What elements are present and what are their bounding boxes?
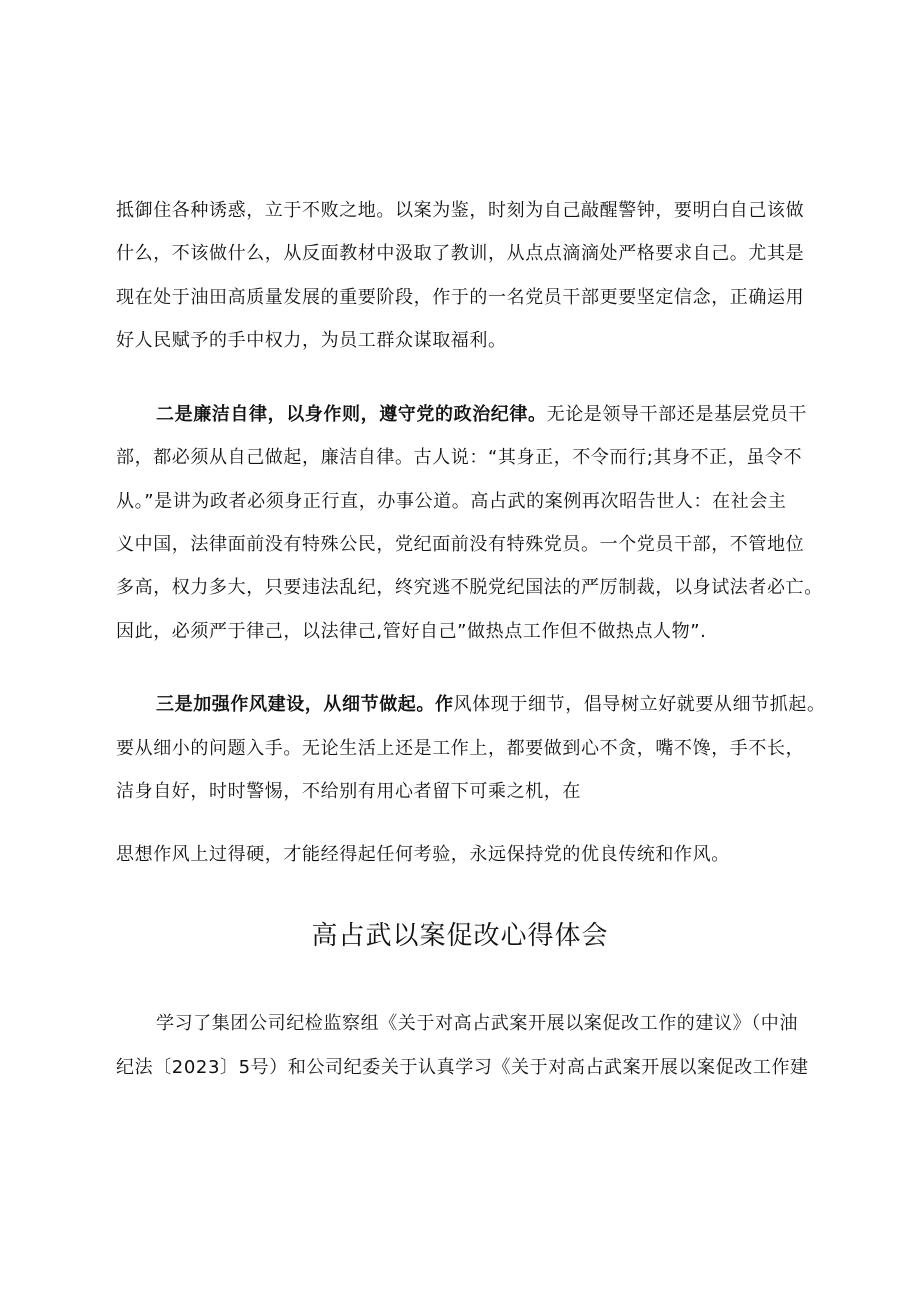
paragraph-4-line-1: 学习了集团公司纪检监察组《关于对高占武案开展以案促改工作的建议》（中油 bbox=[156, 1013, 798, 1034]
paragraph-3-line-1 bbox=[156, 693, 826, 717]
section-title: 高占武以案促改心得体会 bbox=[311, 921, 609, 951]
paragraph-1-line-2: 什么，不该做什么，从反面教材中汲取了教训，从点点滴滴处严格要求自己。尤其是 bbox=[116, 243, 805, 264]
paragraph-1-line-3: 现在处于油田高质量发展的重要阶段，作于的一名党员干部更要坚定信念，正确运用 bbox=[116, 287, 805, 308]
paragraph-3-line-2: 要从细小的问题入手。无论生活上还是工作上，都要做到心不贪，嘴不馋，手不长， bbox=[116, 738, 805, 759]
paragraph-2-line-4: 义中国，法律面前没有特殊公民，党纪面前没有特殊党员。一个党员干部，不管地位 bbox=[116, 534, 805, 555]
paragraph-2-line-2: 部，都必须从自己做起，廉洁自律。古人说：“其身正，不令而行;其身不正，虽令不 bbox=[116, 447, 803, 468]
paragraph-2-line-5: 多高，权力多大，只要违法乱纪，终究逃不脱党纪国法的严厉制裁，以身试法者必亡。 bbox=[116, 577, 823, 598]
paragraph-2-line-6: 因此，必须严于律己，以法律己,管好自己”做热点工作但不做热点人物”. bbox=[116, 621, 707, 642]
paragraph-1-line-1: 抵御住各种诱惑，立于不败之地。以案为鉴，时刻为自己敲醒警钟，要明白自己该做 bbox=[116, 200, 805, 221]
paragraph-3-line-3: 洁身自好，时时警惕，不给别有用心者留下可乘之机，在 bbox=[116, 781, 581, 802]
paragraph-2-first-line-rest: 无论是领导干部还是基层党员干 bbox=[546, 404, 808, 425]
paragraph-3-line-4: 思想作风上过得硬，才能经得起任何考验，永远保持党的优良传统和作风。 bbox=[116, 844, 730, 865]
paragraph-4-line-2: 纪法〔2023〕5号）和公司纪委关于认真学习《关于对高占武案开展以案促改工作建 bbox=[116, 1057, 809, 1078]
paragraph-1-line-4: 好人民赋予的手中权力，为员工群众谋取福利。 bbox=[116, 330, 507, 351]
paragraph-3-heading: 三是加强作风建设，从细节做起。作 bbox=[156, 694, 454, 715]
paragraph-3-first-line-rest: 风体现于细节，倡导树立好就要从细节抓起。 bbox=[453, 694, 826, 715]
paragraph-2-heading: 二是廉洁自律，以身作则，遵守党的政治纪律。 bbox=[156, 404, 547, 425]
paragraph-2-line-1 bbox=[156, 403, 807, 427]
paragraph-2-line-3: 从。”是讲为政者必须身正行直，办事公道。高占武的案例再次昭告世人：在社会主 bbox=[116, 491, 787, 512]
